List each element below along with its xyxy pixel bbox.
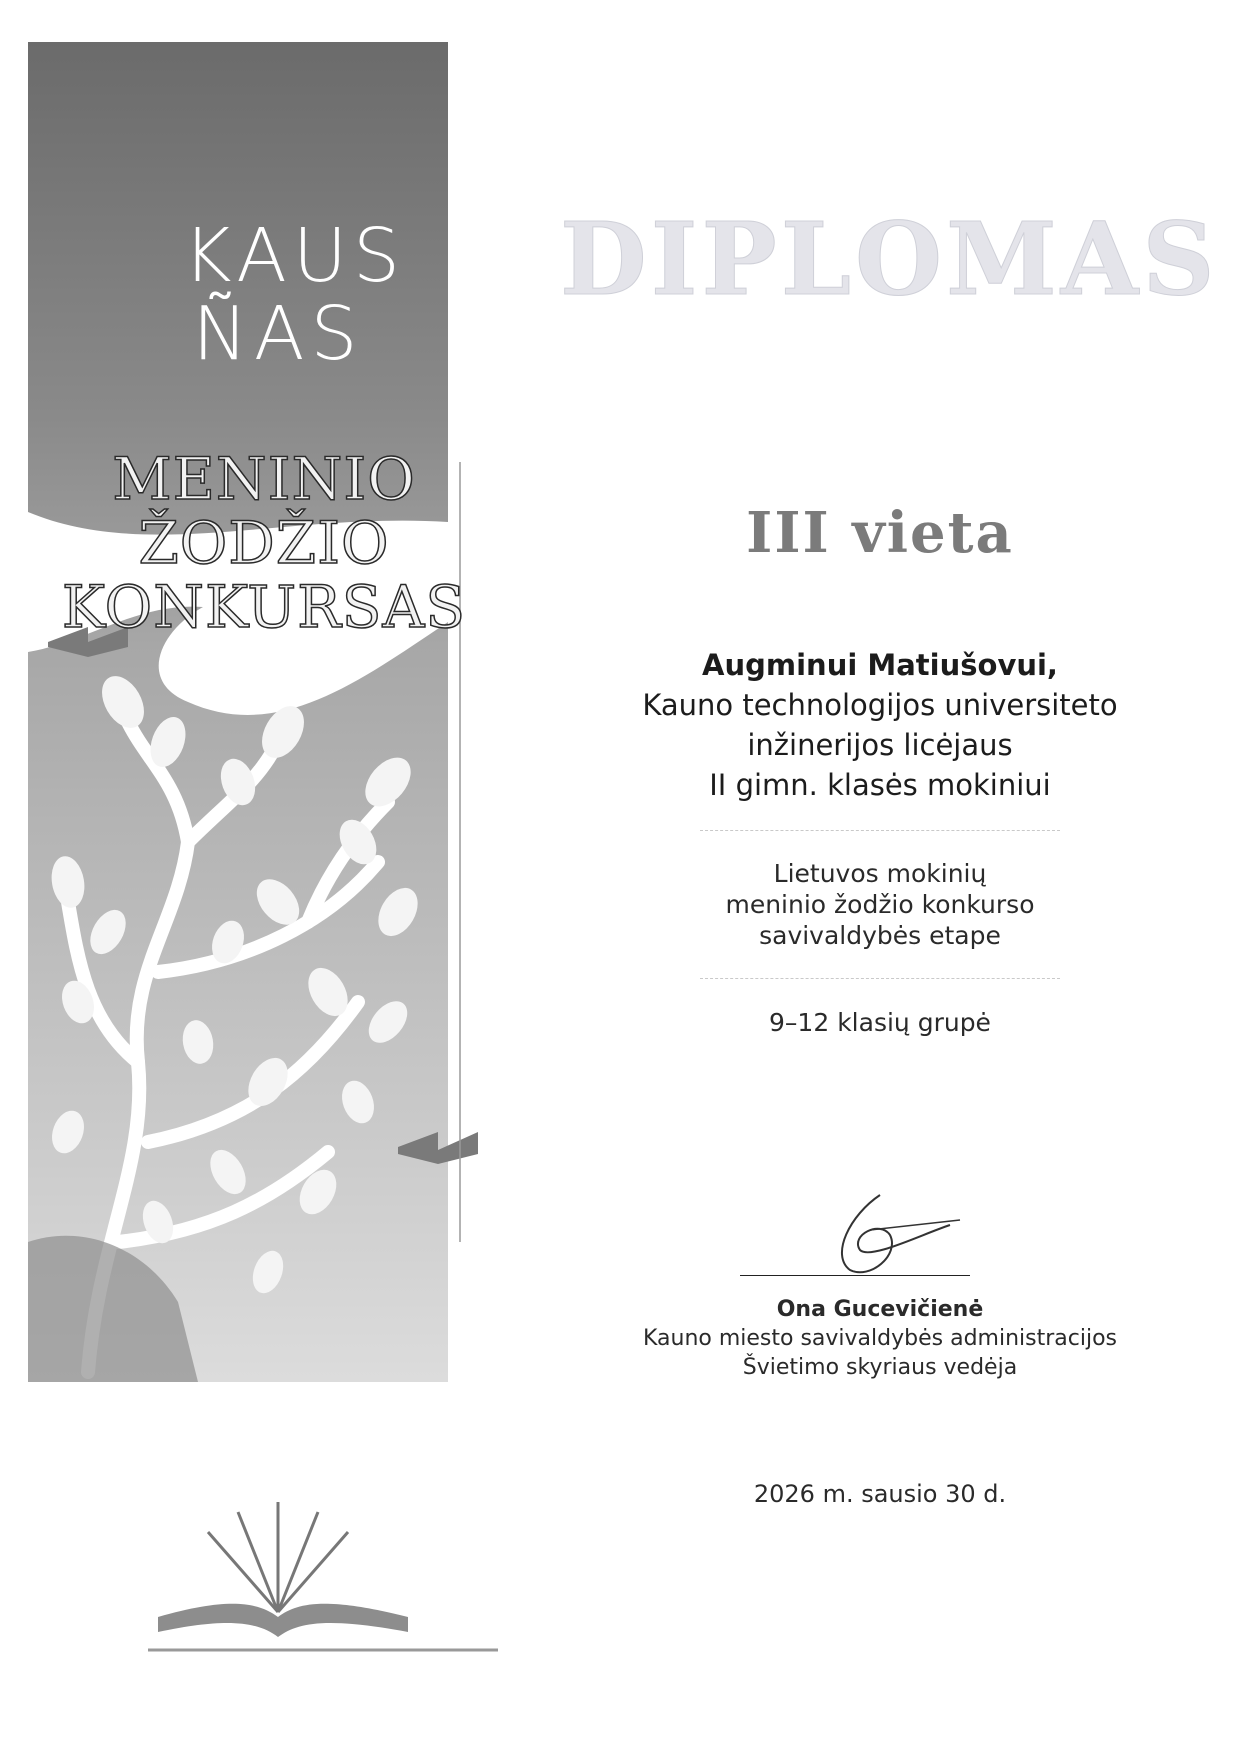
signature-icon: [810, 1175, 970, 1285]
recipient-line-1: Kauno technologijos universiteto: [642, 688, 1118, 722]
kaunas-logo: [183, 213, 406, 377]
contest-title-line-2: KONKURSAS: [61, 573, 467, 641]
open-book-icon: [148, 1502, 498, 1650]
decorative-banner: [28, 42, 500, 1658]
contest-title-line-1: MENINIO ŽODŽIO: [112, 445, 416, 577]
recipient-block: [560, 645, 1200, 805]
age-group: 9–12 klasių grupė: [769, 1008, 991, 1037]
signature-line: [740, 1275, 970, 1276]
logo-line-2: ÑAS: [192, 291, 364, 377]
signer-block: [560, 1295, 1200, 1382]
place-award: III vieta: [746, 500, 1014, 566]
recipient-name: Augminui Matiušovui,: [702, 648, 1058, 682]
issue-date: 2026 m. sausio 30 d.: [753, 1480, 1007, 1508]
signer-position-2: Švietimo skyriaus vedėja: [742, 1355, 1018, 1380]
signer-position-1: Kauno miesto savivaldybės administracijos: [642, 1326, 1117, 1351]
signer-name: Ona Gucevičienė: [776, 1297, 984, 1322]
diploma-title: DIPLOMAS: [560, 200, 1219, 318]
signature: [810, 1175, 970, 1285]
divider-bottom: [700, 978, 1060, 979]
recipient-line-3: II gimn. klasės mokiniui: [709, 768, 1051, 802]
divider-top: [700, 830, 1060, 831]
stage-line-3: savivaldybės etape: [759, 921, 1001, 950]
stage-line-1: Lietuvos mokinių: [773, 859, 987, 888]
stage-line-2: meninio žodžio konkurso: [725, 890, 1035, 919]
stage-block: [560, 858, 1200, 951]
logo-line-1: KAUS: [183, 213, 406, 299]
contest-title: [28, 447, 500, 639]
recipient-line-2: inžinerijos licėjaus: [747, 728, 1013, 762]
